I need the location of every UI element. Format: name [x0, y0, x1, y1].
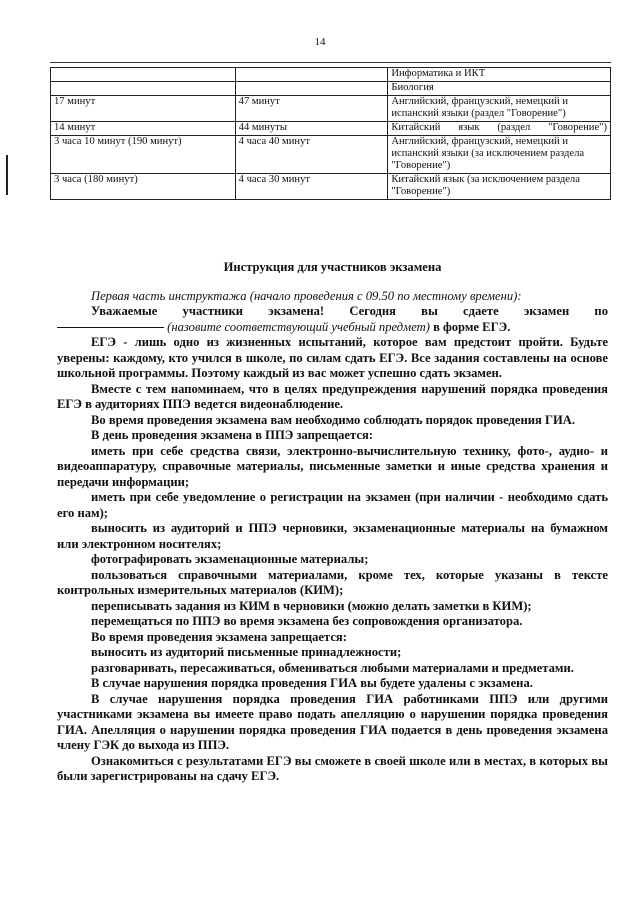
paragraph: иметь при себе уведомление о регистрации на экзамен (при наличии - необходимо сдать его нам);	[57, 490, 608, 520]
paragraph: фотографировать экзаменационные материалы;	[91, 552, 369, 566]
table-cell: Английский, французский, немецкий и испанский языки (раздел "Говорение")	[388, 96, 611, 122]
paragraph: выносить из аудиторий письменные принадлежности;	[91, 645, 402, 659]
table-cell: 17 минут	[51, 96, 236, 122]
table-cell: Биология	[388, 82, 611, 96]
table-cell: 44 минуты	[235, 122, 388, 136]
paragraph: В случае нарушения порядка проведения ГИА работниками ППЭ или другими участниками экзамена вы имеете право подать апелляцию о нарушении порядка проведения ГИА. Апелляция о нарушении порядка проведения ГИА подается в день проведения экзамена члену ГЭК до выхода из ППЭ.	[57, 691, 608, 752]
table-cell: Информатика и ИКТ	[388, 68, 611, 82]
table-cell: Китайский язык (раздел "Говорение")	[388, 122, 611, 136]
instruction-intro: Первая часть инструктажа (начало проведения с 09.50 по местному времени):	[91, 288, 522, 303]
exam-duration-table	[50, 67, 611, 200]
instruction-heading: Инструкция для участников экзамена	[223, 260, 442, 274]
paragraph: Во время проведения экзамена вам необходимо соблюдать порядок проведения ГИА.	[91, 412, 576, 427]
table-cell: 47 минут	[235, 96, 388, 122]
subject-hint: (назовите соответствующий учебный предмет)	[167, 319, 430, 334]
paragraph: В случае нарушения порядка проведения ГИА вы будете удалены с экзамена.	[91, 676, 533, 690]
table-cell: 3 часа (180 минут)	[51, 174, 236, 200]
paragraph: Вместе с тем напоминаем, что в целях предупреждения нарушений порядка проведения ЕГЭ в аудиториях ППЭ ведется видеонаблюдение.	[57, 381, 608, 411]
table-top-rule	[50, 62, 611, 63]
table-row	[51, 82, 611, 96]
table-cell	[51, 82, 236, 96]
table-cell	[235, 68, 388, 82]
table-row	[51, 122, 611, 136]
greeting-continuation	[57, 320, 608, 336]
greeting-end: в форме ЕГЭ.	[433, 319, 511, 334]
table-cell: 14 минут	[51, 122, 236, 136]
table-cell: Английский, французский, немецкий и испанский языки (за исключением раздела "Говорение")	[388, 136, 611, 174]
paragraph: Ознакомиться с результатами ЕГЭ вы сможете в своей школе или в местах, в которых вы были зарегистрированы на сдачу ЕГЭ.	[57, 753, 608, 783]
paragraph: пользоваться справочными материалами, кроме тех, которые указаны в тексте контрольных измерительных материалов (КИМ);	[57, 567, 608, 597]
table-cell: 4 часа 30 минут	[235, 174, 388, 200]
paragraph: иметь при себе средства связи, электронно-вычислительную технику, фото-, аудио- и видеоаппаратуру, справочные материалы, письменные заметки и иные средства хранения и передачи информации;	[57, 443, 608, 489]
table-row	[51, 174, 611, 200]
table-row	[51, 136, 611, 174]
paragraph: выносить из аудиторий и ППЭ черновики, экзаменационные материалы на бумажном или электронном носителях;	[57, 521, 608, 551]
instruction-section	[57, 260, 608, 785]
table-row	[51, 96, 611, 122]
paragraph: Во время проведения экзамена запрещается:	[91, 629, 347, 644]
paragraph: перемещаться по ППЭ во время экзамена без сопровождения организатора.	[91, 614, 523, 628]
paragraph: переписывать задания из КИМ в черновики (можно делать заметки в КИМ);	[91, 598, 532, 613]
table-cell: 3 часа 10 минут (190 минут)	[51, 136, 236, 174]
page-number: 14	[314, 36, 326, 48]
subject-blank-line	[57, 327, 164, 328]
paragraph: ЕГЭ - лишь одно из жизненных испытаний, которое вам предстоит пройти. Будьте уверены: каждому, кто учился в школе, по силам сдать ЕГЭ. Все задания составлены на основе школьной программы. Поэтому каждый из вас может успешно сдать экзамен.	[57, 335, 608, 380]
table-cell	[51, 68, 236, 82]
paragraph: В день проведения экзамена в ППЭ запрещается:	[91, 428, 373, 442]
table-row	[51, 68, 611, 82]
table-cell	[235, 82, 388, 96]
margin-mark	[6, 155, 8, 195]
table-cell: Китайский язык (за исключением раздела "Говорение")	[388, 174, 611, 200]
greeting-line: Уважаемые участники экзамена! Сегодня вы сдаете экзамен по	[91, 304, 608, 318]
paragraph: разговаривать, пересаживаться, обмениваться любыми материалами и предметами.	[91, 660, 574, 675]
table-cell: 4 часа 40 минут	[235, 136, 388, 174]
